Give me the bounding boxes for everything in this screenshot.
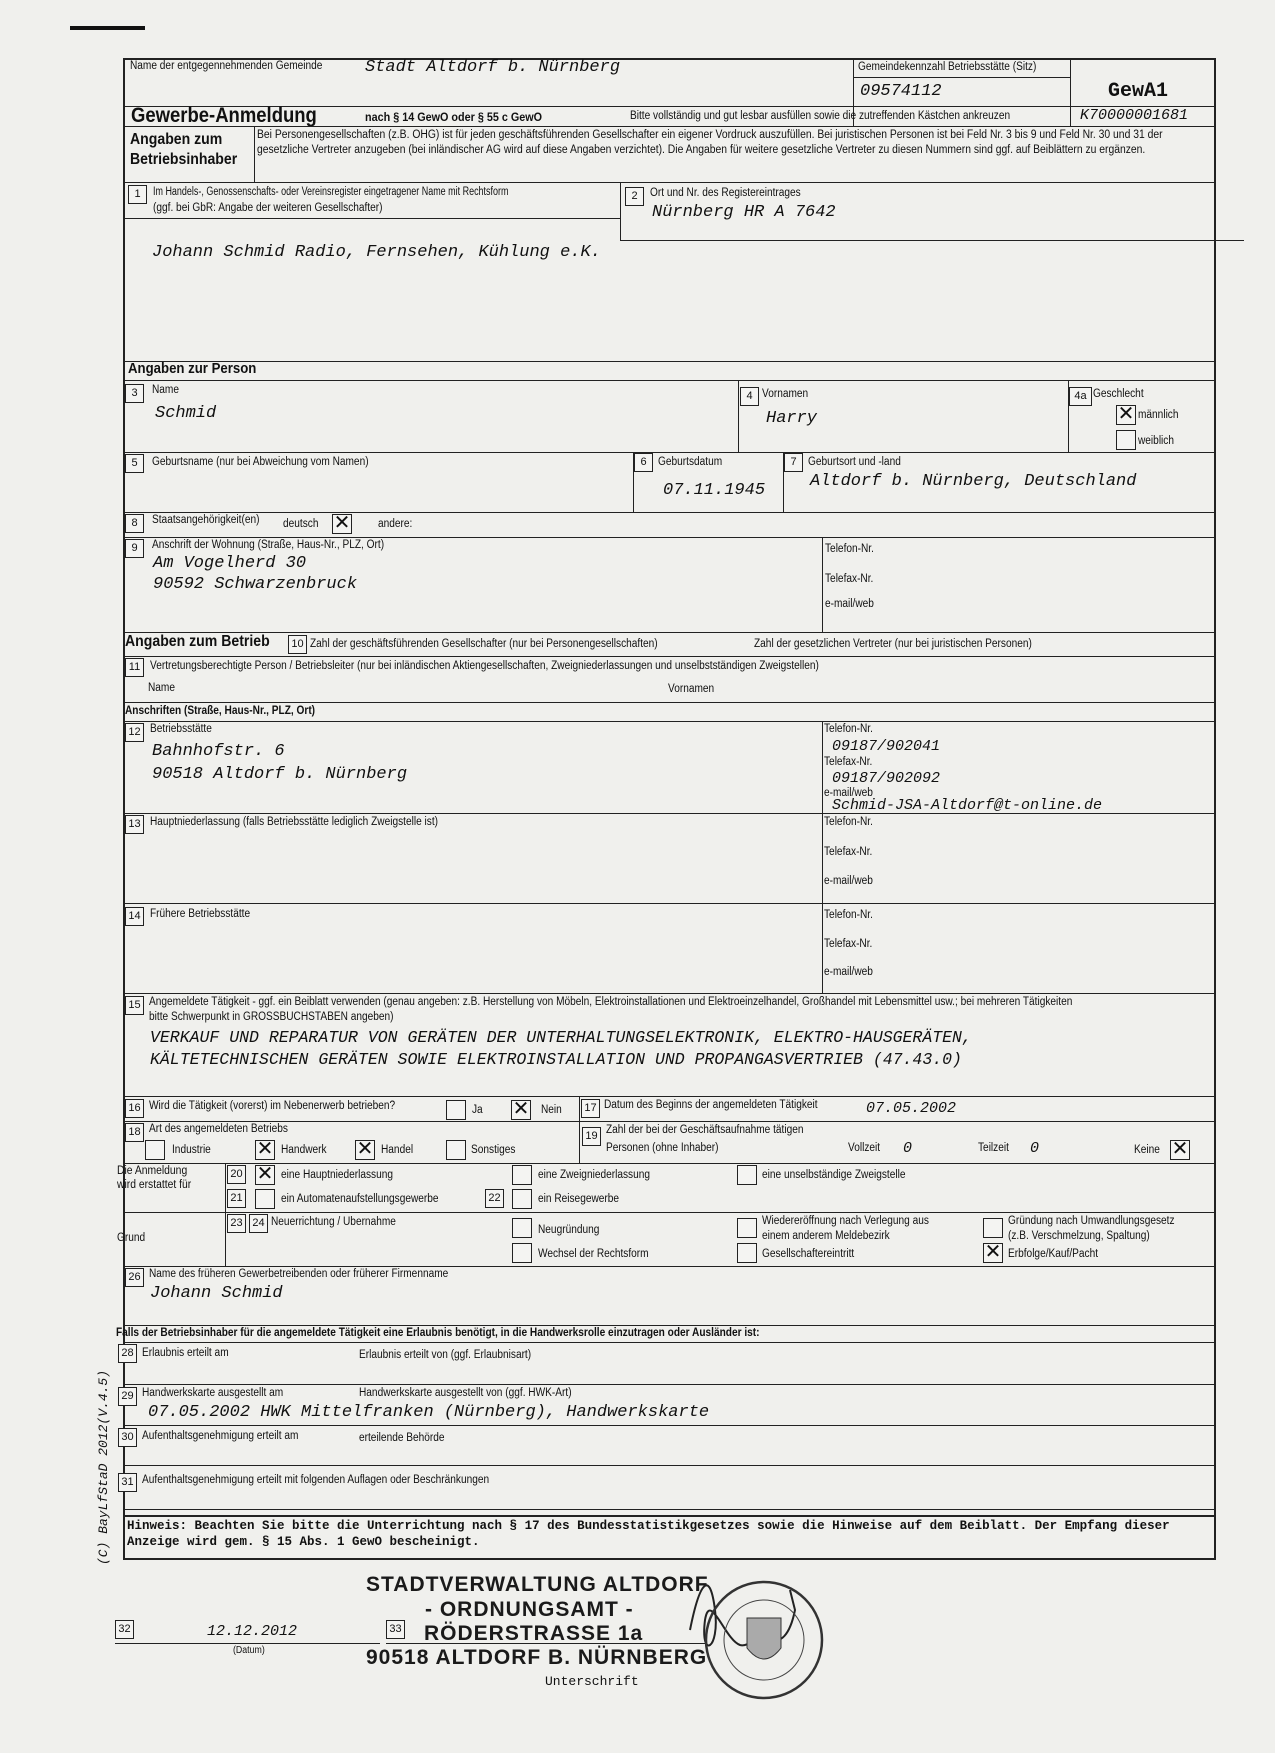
official-seal-icon: [702, 1578, 827, 1703]
gemeinde-label: Name der entgegennehmenden Gemeinde: [130, 60, 323, 72]
f8-label: Staatsangehörigkeit(en): [152, 514, 260, 526]
deutsch-label: deutsch: [283, 518, 319, 530]
field-number: 17: [581, 1099, 600, 1118]
f26-value[interactable]: Johann Schmid: [150, 1284, 283, 1303]
handwerk-label: Handwerk: [281, 1144, 327, 1156]
neugruendung-checkbox[interactable]: [512, 1218, 532, 1238]
handel-checkbox[interactable]: ✕: [356, 1138, 374, 1160]
f12-label: Betriebsstätte: [150, 723, 212, 735]
unselbstaendige-zweigstelle-checkbox[interactable]: [737, 1165, 757, 1185]
f30-label-2: erteilende Behörde: [359, 1432, 445, 1444]
neugruendung-label: Neugründung: [538, 1224, 600, 1236]
field-number: 24: [249, 1214, 268, 1233]
date-label: (Datum): [233, 1645, 265, 1656]
wechsel-rechtsform-label: Wechsel der Rechtsform: [538, 1248, 649, 1260]
hauptniederlassung-checkbox[interactable]: ✕: [256, 1163, 274, 1185]
f29-value[interactable]: 07.05.2002 HWK Mittelfranken (Nürnberg), Handwerkskarte: [148, 1403, 710, 1422]
field-number: 29: [118, 1387, 137, 1406]
field-number: 16: [125, 1099, 144, 1118]
automaten-checkbox[interactable]: [255, 1189, 275, 1209]
f30-label: Aufenthaltsgenehmigung erteilt am: [142, 1430, 299, 1442]
f1-label-2: (ggf. bei GbR: Angabe der weiteren Gesellschafter): [153, 202, 383, 214]
f15-label: Angemeldete Tätigkeit - ggf. ein Beiblatt verwenden (genau angeben: z.B. Herstellung von Möbeln, Elektroinstallationen und Elektroeinzelhandel, Großhandel mit Lebensmittel usw.; bei mehreren Tätigkeiten: [149, 996, 1073, 1008]
f12-city[interactable]: 90518 Altdorf b. Nürnberg: [152, 765, 408, 784]
umwandlung-label-2: (z.B. Verschmelzung, Spaltung): [1008, 1230, 1150, 1242]
field-number: 32: [115, 1620, 134, 1639]
reisegewerbe-checkbox[interactable]: [512, 1189, 532, 1209]
field-number: 9: [125, 539, 144, 558]
f16-label: Wird die Tätigkeit (vorerst) im Nebenerwerb betrieben?: [149, 1100, 396, 1112]
f14-mail-label: e-mail/web: [824, 966, 873, 978]
erbfolge-label: Erbfolge/Kauf/Pacht: [1008, 1248, 1099, 1260]
f31-label: Aufenthaltsgenehmigung erteilt mit folgenden Auflagen oder Beschränkungen: [142, 1474, 490, 1486]
f14-fax-label: Telefax-Nr.: [824, 938, 873, 950]
field-number: 15: [125, 996, 144, 1015]
field-number: 26: [125, 1268, 144, 1287]
gesellschaftereintritt-checkbox[interactable]: [737, 1243, 757, 1263]
f19-label-2: Personen (ohne Inhaber): [606, 1142, 719, 1154]
umwandlung-checkbox[interactable]: [983, 1218, 1003, 1238]
field-number: 19: [582, 1127, 601, 1146]
field-number: 4: [740, 387, 759, 406]
field-number: 20: [227, 1165, 246, 1184]
wiedereroeffnung-checkbox[interactable]: [737, 1218, 757, 1238]
neuerrichtung-label: Neuerrichtung / Übernahme: [271, 1216, 396, 1228]
f11-label: Vertretungsberechtigte Person / Betriebsleiter (nur bei inländischen Aktiengesellschaften, Zweigniederlassungen und unselbstständigen Zweigstellen): [150, 660, 819, 672]
vollzeit-label: Vollzeit: [848, 1142, 881, 1154]
anmeldung-label: Die Anmeldung wird erstattet für: [117, 1165, 192, 1191]
wiedereroeffnung-label: Wiedereröffnung nach Verlegung aus: [762, 1215, 929, 1227]
f15-label-2: bitte Schwerpunkt in GROSSBUCHSTABEN angeben): [149, 1011, 394, 1023]
anschriften-heading: Anschriften (Straße, Haus-Nr., PLZ, Ort): [125, 705, 316, 717]
male-checkbox[interactable]: ✕: [1117, 403, 1135, 425]
f3-value[interactable]: Schmid: [155, 404, 217, 423]
wiedereroeffnung-label-2: einem anderem Meldebezirk: [762, 1230, 890, 1242]
female-label: weiblich: [1138, 435, 1175, 447]
f28-label-2: Erlaubnis erteilt von (ggf. Erlaubnisart): [359, 1349, 532, 1361]
stamp-line-4: 90518 ALTDORF B. NÜRNBERG: [366, 1646, 708, 1669]
f1-label: Im Handels-, Genossenschafts- oder Vereinsregister eingetragener Name mit Rechtsform: [153, 186, 509, 198]
field-number: 33: [386, 1620, 405, 1639]
copyright: (C) BayLfStaD 2012(V.4.5): [96, 1369, 111, 1565]
field-number: 14: [125, 907, 144, 926]
wechsel-rechtsform-checkbox[interactable]: [512, 1243, 532, 1263]
f9-street[interactable]: Am Vogelherd 30: [153, 554, 307, 573]
f2-value[interactable]: Nürnberg HR A 7642: [652, 203, 836, 222]
field-number: 12: [125, 723, 144, 742]
deutsch-checkbox[interactable]: ✕: [333, 512, 351, 534]
handel-label: Handel: [381, 1144, 414, 1156]
f12-mail-value[interactable]: Schmid-JSA-Altdorf@t-online.de: [832, 797, 1103, 814]
f9-label: Anschrift der Wohnung (Straße, Haus-Nr., PLZ, Ort): [152, 539, 385, 551]
f9-city[interactable]: 90592 Schwarzenbruck: [153, 575, 358, 594]
f17-value[interactable]: 07.05.2002: [866, 1100, 957, 1117]
field-number: 8: [125, 514, 144, 533]
andere-label: andere:: [378, 518, 413, 530]
f11-name-label: Name: [148, 682, 176, 694]
f6-value[interactable]: 07.11.1945: [663, 481, 766, 500]
form-code: GewA1: [1108, 80, 1169, 103]
signature-label: Unterschrift: [545, 1674, 639, 1689]
nein-checkbox[interactable]: ✕: [512, 1098, 530, 1120]
field-number: 23: [227, 1214, 246, 1233]
f2-label: Ort und Nr. des Registereintrages: [650, 187, 801, 199]
inhaber-note: Bei Personengesellschaften (z.B. OHG) ist für jeden geschäftsführenden Gesellschafter ein eigener Vordruck auszufüllen. Bei juristischen Personen ist bei Feld Nr. 3 bis 9 und Feld Nr. 30 und 31 der gesetzliche Vertreter anzugeben (bei inländischer AG wird auf diese Angaben verzichtet). Die Angaben für weitere gesetzliche Vertreter zu diesen Nummern sind ggf. auf Beiblättern zu ergänzen.: [257, 129, 1163, 156]
teilzeit-value[interactable]: 0: [1030, 1140, 1040, 1157]
f5-label: Geburtsname (nur bei Abweichung vom Namen): [152, 456, 369, 468]
umwandlung-label: Gründung nach Umwandlungsgesetz: [1008, 1215, 1175, 1227]
f11-vornamen-label: Vornamen: [668, 683, 715, 695]
f14-label: Frühere Betriebsstätte: [150, 908, 251, 920]
field-number: 21: [227, 1189, 246, 1208]
f19-label: Zahl der bei der Geschäftsaufnahme tätigen: [606, 1124, 804, 1136]
sonstiges-checkbox[interactable]: [446, 1140, 466, 1160]
zweigniederlassung-label: eine Zweigniederlassung: [538, 1169, 650, 1181]
stamp-line-2: - ORDNUNGSAMT -: [425, 1598, 634, 1621]
f15-activity-line-2[interactable]: KÄLTETECHNISCHEN GERÄTEN SOWIE ELEKTROINSTALLATION UND PROPANGASVERTRIEB (47.43.0): [150, 1050, 962, 1069]
kennzahl-label: Gemeindekennzahl Betriebsstätte (Sitz): [858, 61, 1037, 73]
industrie-checkbox[interactable]: [145, 1140, 165, 1160]
industrie-label: Industrie: [172, 1144, 211, 1156]
field-number: 10: [288, 635, 307, 654]
f12-fax-label: Telefax-Nr.: [824, 756, 873, 768]
date-value[interactable]: 12.12.2012: [207, 1623, 298, 1640]
f4-value[interactable]: Harry: [766, 409, 818, 428]
stamp-line-3: RÖDERSTRASSE 1a: [424, 1622, 644, 1645]
vollzeit-value[interactable]: 0: [903, 1140, 913, 1157]
f28-label: Erlaubnis erteilt am: [142, 1347, 229, 1359]
reference-number: K70000001681: [1080, 107, 1189, 124]
sonstiges-label: Sonstiges: [471, 1144, 516, 1156]
f14-tel-label: Telefon-Nr.: [824, 909, 873, 921]
f4-label: Vornamen: [762, 388, 809, 400]
f9-fax-label: Telefax-Nr.: [825, 573, 874, 585]
field-number: 3: [125, 384, 144, 403]
f12-fax-value[interactable]: 09187/902092: [832, 770, 941, 787]
f15-activity-line-1[interactable]: VERKAUF UND REPARATUR VON GERÄTEN DER UNTERHALTUNGSELEKTRONIK, ELEKTRO-HAUSGERÄTEN,: [150, 1028, 972, 1047]
male-label: männlich: [1138, 409, 1179, 421]
f12-tel-value[interactable]: 09187/902041: [832, 738, 941, 755]
f29-label-2: Handwerkskarte ausgestellt von (ggf. HWK-Art): [359, 1387, 572, 1399]
f3-label: Name: [152, 384, 180, 396]
field-number: 4a: [1069, 387, 1092, 406]
field-number: 22: [485, 1189, 504, 1208]
keine-checkbox[interactable]: ✕: [1171, 1138, 1189, 1160]
zweigniederlassung-checkbox[interactable]: [512, 1165, 532, 1185]
f9-tel-label: Telefon-Nr.: [825, 543, 874, 555]
field-number: 6: [634, 453, 653, 472]
f4a-label: Geschlecht: [1093, 388, 1144, 400]
handwerk-checkbox[interactable]: ✕: [256, 1138, 274, 1160]
field-number: 11: [125, 658, 144, 677]
field-number: 1: [128, 185, 147, 204]
scan-mark: [70, 26, 145, 30]
erbfolge-checkbox[interactable]: ✕: [984, 1241, 1002, 1263]
field-number: 13: [125, 815, 144, 834]
ja-checkbox[interactable]: [446, 1100, 466, 1120]
person-heading: Angaben zur Person: [128, 360, 257, 377]
field-number: 28: [118, 1344, 137, 1363]
nein-label: Nein: [541, 1104, 562, 1116]
field-number: 30: [118, 1428, 137, 1447]
grund-label: Grund: [117, 1232, 146, 1244]
gemeinde-value[interactable]: Stadt Altdorf b. Nürnberg: [365, 58, 621, 77]
f13-fax-label: Telefax-Nr.: [824, 846, 873, 858]
teilzeit-label: Teilzeit: [978, 1142, 1009, 1154]
f7-label: Geburtsort und -land: [808, 456, 901, 468]
f18-label: Art des angemeldeten Betriebs: [149, 1123, 288, 1135]
f1-value[interactable]: Johann Schmid Radio, Fernsehen, Kühlung e.K.: [152, 243, 601, 262]
field-number: 7: [784, 453, 803, 472]
form-instruction: Bitte vollständig und gut lesbar ausfüllen sowie die zutreffenden Kästchen ankreuzen: [630, 110, 1011, 122]
f13-tel-label: Telefon-Nr.: [824, 816, 873, 828]
unselbstaendige-zweigstelle-label: eine unselbständige Zweigstelle: [762, 1169, 906, 1181]
betrieb-heading: Angaben zum Betrieb: [125, 633, 270, 650]
form-title: Gewerbe-Anmeldung: [131, 104, 317, 127]
gesellschaftereintritt-label: Gesellschaftereintritt: [762, 1248, 855, 1260]
f12-street[interactable]: Bahnhofstr. 6: [152, 742, 285, 761]
f29-label: Handwerkskarte ausgestellt am: [142, 1387, 284, 1399]
f22-label: ein Reisegewerbe: [538, 1193, 620, 1205]
field-number: 18: [125, 1123, 144, 1142]
f17-label: Datum des Beginns der angemeldeten Tätigkeit: [604, 1099, 818, 1111]
kennzahl-value[interactable]: 09574112: [860, 82, 942, 101]
f13-mail-label: e-mail/web: [824, 875, 873, 887]
f10-label: Zahl der geschäftsführenden Gesellschafter (nur bei Personengesellschaften): [310, 638, 658, 650]
female-checkbox[interactable]: [1116, 430, 1136, 450]
f21-label: ein Automatenaufstellungsgewerbe: [281, 1193, 439, 1205]
f26-label: Name des früheren Gewerbetreibenden oder früherer Firmenname: [149, 1268, 449, 1280]
f13-label: Hauptniederlassung (falls Betriebsstätte lediglich Zweigstelle ist): [150, 816, 439, 828]
f10-label-2: Zahl der gesetzlichen Vertreter (nur bei juristischen Personen): [754, 638, 1032, 650]
ja-label: Ja: [472, 1104, 483, 1116]
f7-value[interactable]: Altdorf b. Nürnberg, Deutschland: [810, 472, 1137, 491]
f12-tel-label: Telefon-Nr.: [824, 723, 873, 735]
inhaber-heading: Angaben zum Betriebsinhaber: [130, 131, 238, 168]
field-number: 31: [118, 1473, 137, 1492]
field-number: 2: [625, 187, 644, 206]
keine-label: Keine: [1134, 1144, 1160, 1156]
hinweis-text: Hinweis: Beachten Sie bitte die Unterrichtung nach § 17 des Bundesstatistikgesetzes sowie die Hinweise auf dem Beiblatt. Der Empfang dieser Anzeige wird gem. § 15 Abs. 1 GewO bescheinigt.: [127, 1519, 1170, 1549]
f20-label: eine Hauptniederlassung: [281, 1169, 393, 1181]
f9-mail-label: e-mail/web: [825, 598, 874, 610]
stamp-line-1: STADTVERWALTUNG ALTDORF: [366, 1573, 709, 1596]
field-number: 5: [125, 454, 144, 473]
form-subtitle: nach § 14 GewO oder § 55 c GewO: [365, 110, 543, 124]
f6-label: Geburtsdatum: [658, 456, 723, 468]
erlaubnis-heading: Falls der Betriebsinhaber für die angemeldete Tätigkeit eine Erlaubnis benötigt, in die Handwerksrolle einzutragen oder Ausländer ist:: [116, 1327, 760, 1339]
f12-mail-label: e-mail/web: [824, 787, 873, 799]
